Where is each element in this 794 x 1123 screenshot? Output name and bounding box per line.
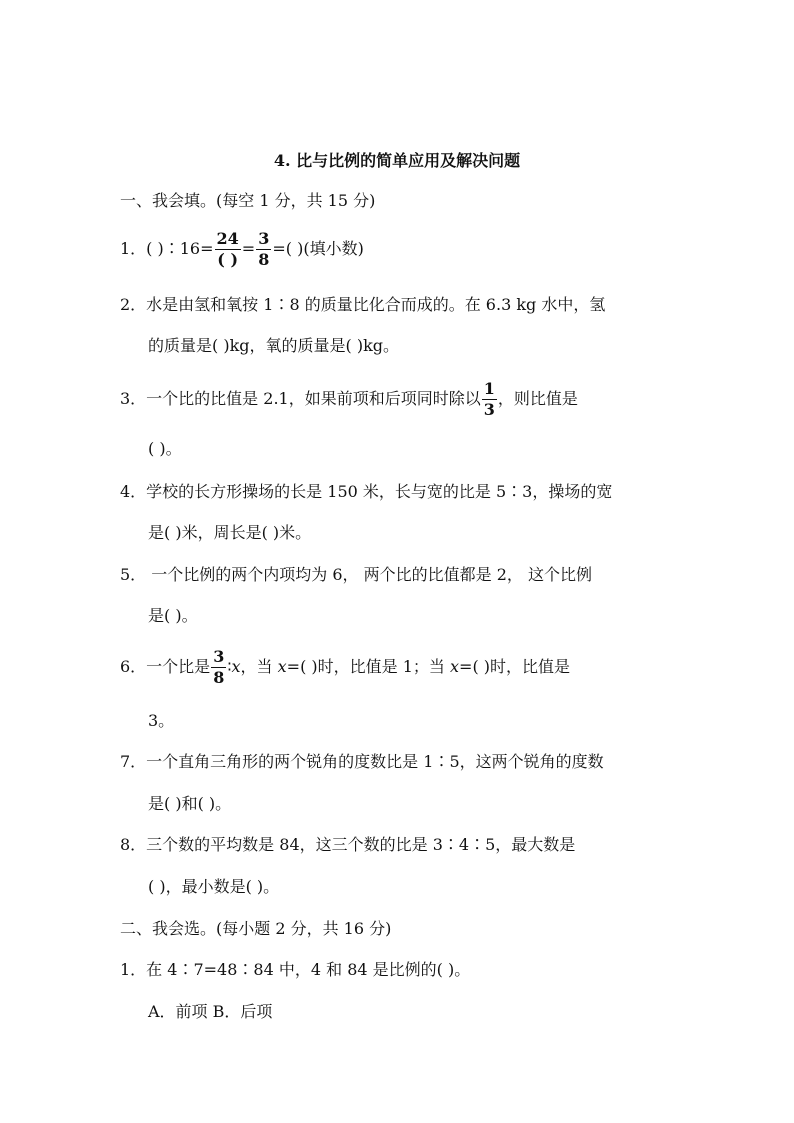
section2-heading: 二、我会选。(每小题 2 分，共 16 分) [120,919,392,938]
question-1-8-line-2: ( )，最小数是( )。 [148,877,280,896]
q6-fraction-denominator: 8 [213,668,225,687]
q6-text-c: ，当 [240,657,278,676]
question-1-7-line-2: 是( )和( )。 [148,794,232,813]
q1-fraction-2 [256,229,271,270]
q6-text-e: =( )时，比值是 [459,657,571,676]
q1-equals: = [241,239,256,258]
q6-variable-2: x [277,657,287,676]
q3-fraction-numerator: 1 [483,379,495,398]
q6-variable-1: x [231,657,241,676]
question-1-5-line-1: 5． 一个比例的两个内项均为 6， 两个比的比值都是 2， 这个比例 [120,565,592,584]
question-1-2-line-2: 的质量是( )kg，氧的质量是( )kg。 [148,336,400,355]
question-1-4-line-1: 4．学校的长方形操场的长是 150 米，长与宽的比是 5∶3，操场的宽 [120,482,613,501]
q1-fraction-1-numerator: 24 [216,229,239,248]
q1-fraction-1-denominator: ( ) [217,250,239,269]
question-2-1: 1．在 4∶7=48∶84 中，4 和 84 是比例的( )。 [120,960,471,979]
question-1-3-line-1 [120,377,578,421]
question-1-6-line-2: 3。 [148,711,175,730]
question-1-5-line-2: 是( )。 [148,606,198,625]
q3-text-a: 3．一个比的比值是 2.1，如果前项和后项同时除以 [120,389,481,408]
q6-fraction-numerator: 3 [213,647,225,666]
section1-heading: 一、我会填。(每空 1 分，共 15 分) [120,191,376,210]
question-1-1 [120,227,364,271]
question-2-1-options: A．前项 B．后项 [148,1002,273,1021]
question-1-2-line-1: 2．水是由氢和氧按 1∶8 的质量比化合而成的。在 6.3 kg 水中，氢 [120,295,606,314]
question-1-8-line-1: 8．三个数的平均数是 84，这三个数的比是 3∶4∶5，最大数是 [120,835,576,854]
q6-text-b: ∶ [227,657,232,676]
q1-text-a: 1．( )∶16= [120,239,214,258]
q3-fraction-denominator: 3 [483,400,495,419]
q1-text-b: =( )(填小数) [272,239,364,258]
question-1-3-line-2: ( )。 [148,439,182,458]
q6-variable-3: x [450,657,460,676]
q6-text-d: =( )时，比值是 1；当 [286,657,450,676]
q6-text-a: 6．一个比是 [120,657,211,676]
q1-fraction-2-numerator: 3 [258,229,270,248]
q1-fraction-1 [215,229,241,270]
q3-fraction [482,379,497,420]
q3-text-b: ，则比值是 [497,389,578,408]
question-1-7-line-1: 7．一个直角三角形的两个锐角的度数比是 1∶5，这两个锐角的度数 [120,752,604,771]
q1-fraction-2-denominator: 8 [258,250,270,269]
q6-fraction [211,647,226,688]
question-1-4-line-2: 是( )米，周长是( )米。 [148,523,312,542]
question-1-6-line-1 [120,645,570,689]
page-title: 4. 比与比例的简单应用及解决问题 [273,151,521,170]
